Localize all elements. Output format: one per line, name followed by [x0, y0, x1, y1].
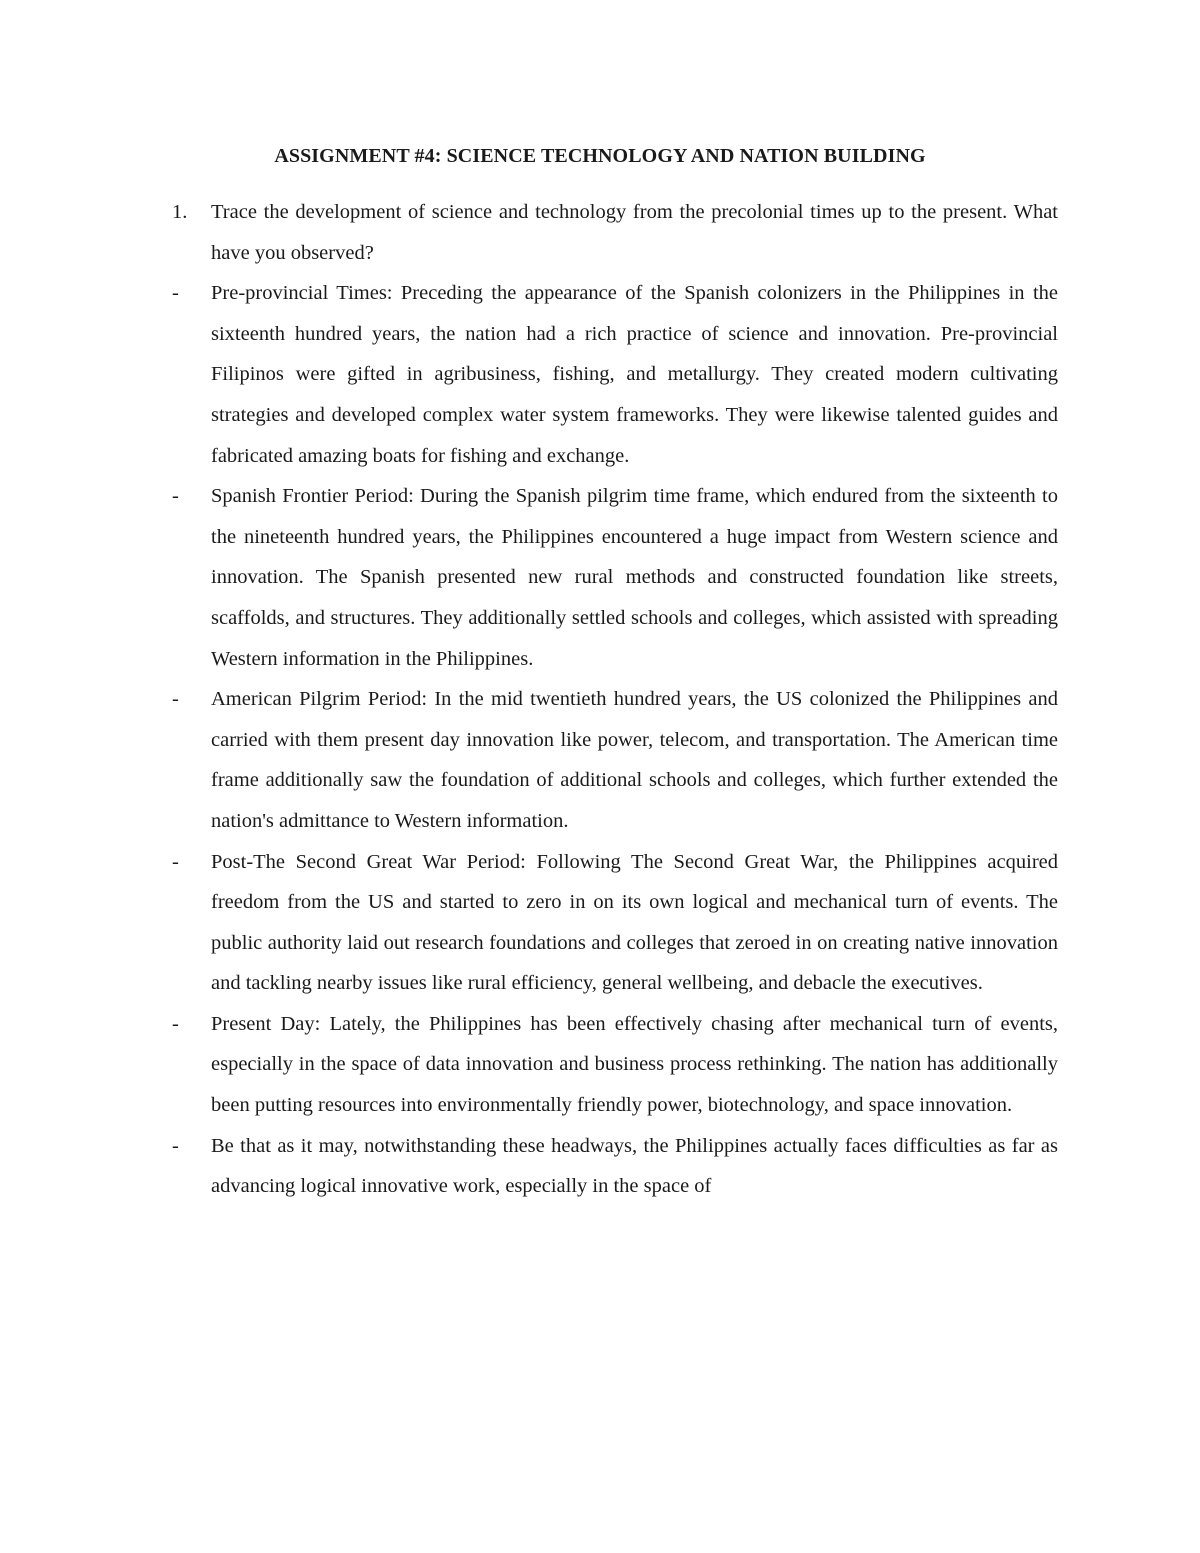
bullet-text-preprovincial: Pre-provincial Times: Preceding the appearance of the Spanish colonizers in the Philippines in the sixteenth hundred years, the nation had a rich practice of science and innovation. Pre-provincial Filipinos were gifted in agribusiness, fishing, and metallurgy. They created modern cultivating strategies and developed complex water system frameworks. They were likewise talented guides and fabricated amazing boats for fishing and exchange.	[211, 282, 1058, 467]
bullet-text-challenges: Be that as it may, notwithstanding these headways, the Philippines actually faces difficulties as far as advancing logical innovative work, especially in the space of	[211, 1134, 1058, 1198]
bullet-dash: -	[172, 1012, 179, 1035]
document-title: ASSIGNMENT #4: SCIENCE TECHNOLOGY AND NATION BUILDING	[274, 145, 926, 167]
bullet-dash: -	[172, 282, 179, 305]
list-item	[172, 679, 1058, 841]
bullet-dash: -	[172, 688, 179, 711]
bullet-dash: -	[172, 485, 179, 508]
list-item	[172, 273, 1058, 476]
list-item	[172, 842, 1058, 1004]
bullet-text-american-period: American Pilgrim Period: In the mid twentieth hundred years, the US colonized the Philippines and carried with them present day innovation like power, telecom, and transportation. The American time frame additionally saw the foundation of additional schools and colleges, which further extended the nation's admittance to Western information.	[211, 688, 1058, 832]
bullet-text-present-day: Present Day: Lately, the Philippines has been effectively chasing after mechanical turn of events, especially in the space of data innovation and business process rethinking. The nation has additionally been putting resources into environmentally friendly power, biotechnology, and space innovation.	[211, 1012, 1058, 1117]
list-item	[172, 1004, 1058, 1126]
question-number: 1.	[172, 201, 188, 223]
bullet-text-spanish-period: Spanish Frontier Period: During the Spanish pilgrim time frame, which endured from the sixteenth to the nineteenth hundred years, the Philippines encountered a huge impact from Western science and innovation. The Spanish presented new rural methods and constructed foundation like streets, scaffolds, and structures. They additionally settled schools and colleges, which assisted with spreading Western information in the Philippines.	[211, 485, 1058, 670]
bullet-text-postwar-period: Post-The Second Great War Period: Following The Second Great War, the Philippines acquired freedom from the US and started to zero in on its own logical and mechanical turn of events. The public authority laid out research foundations and colleges that zeroed in on creating native innovation and tackling nearby issues like rural efficiency, general wellbeing, and debacle the executives.	[211, 850, 1058, 995]
bullet-dash: -	[172, 1134, 179, 1157]
list-item	[172, 476, 1058, 679]
question-text: Trace the development of science and technology from the precolonial times up to the present. What have you observed?	[211, 201, 1058, 264]
question-item	[172, 192, 1058, 273]
answer-list	[172, 192, 1058, 1207]
list-item	[172, 1126, 1058, 1207]
bullet-dash: -	[172, 850, 179, 873]
